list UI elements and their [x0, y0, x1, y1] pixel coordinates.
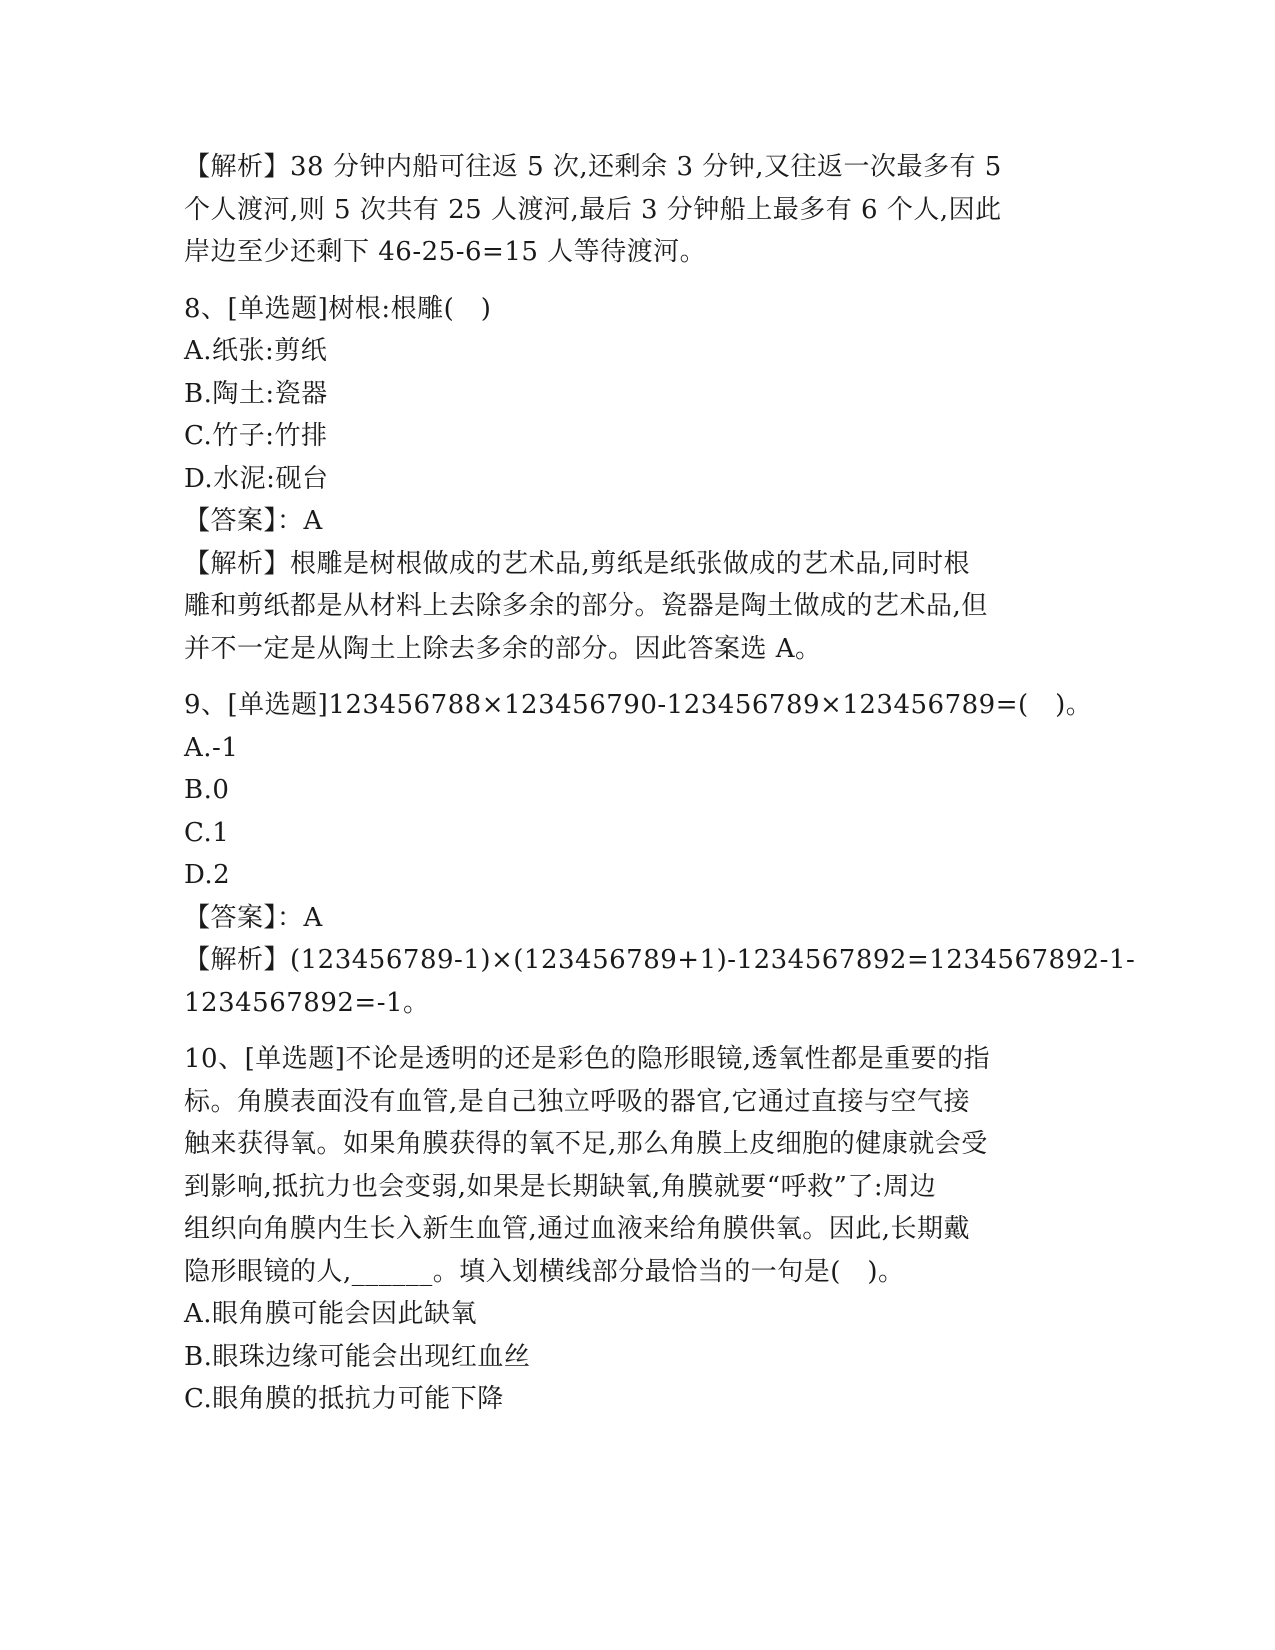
option-d: D.水泥:砚台: [184, 463, 329, 494]
option-c: C.眼角膜的抵抗力可能下降: [184, 1384, 504, 1414]
option-d: D.2: [184, 860, 231, 890]
question-8: [184, 288, 1084, 671]
question-stem-line: 标。角膜表面没有血管,是自己独立呼吸的器官,它通过直接与空气接: [184, 1086, 971, 1117]
question-10: [184, 1038, 1084, 1421]
answer-line: 【答案】：A: [184, 902, 323, 933]
question-9: [184, 684, 1136, 1024]
analysis-line: 并不一定是从陶土上除去多余的部分。因此答案选 A。: [184, 633, 822, 664]
option-a: A.纸张:剪纸: [184, 336, 328, 366]
answer-line: 【答案】：A: [184, 506, 323, 536]
page-content: [184, 146, 1136, 1421]
analysis-line: 【解析】38 分钟内船可往返 5 次,还剩余 3 分钟,又往返一次最多有 5: [184, 152, 1002, 182]
analysis-line: 【解析】(123456789-1)×(123456789+1)-1234567892=1234567892-1-: [184, 945, 1136, 975]
analysis-line: 【解析】根雕是树根做成的艺术品,剪纸是纸张做成的艺术品,同时根: [184, 548, 971, 579]
option-c: C.1: [184, 817, 230, 848]
question-stem-line: 组织向角膜内生长入新生血管,通过血液来给角膜供氧。因此,长期戴: [184, 1214, 971, 1244]
question-stem-line: 触来获得氧。如果角膜获得的氧不足,那么角膜上皮细胞的健康就会受: [184, 1129, 988, 1159]
option-b: B.0: [184, 775, 230, 805]
option-a: A.眼角膜可能会因此缺氧: [184, 1299, 478, 1329]
option-b: B.眼珠边缘可能会出现红血丝: [184, 1341, 531, 1372]
analysis-line: 个人渡河,则 5 次共有 25 人渡河,最后 3 分钟船上最多有 6 个人,因此: [184, 194, 1002, 225]
option-c: C.竹子:竹排: [184, 421, 328, 451]
option-a: A.-1: [184, 732, 239, 763]
analysis-line: 雕和剪纸都是从材料上去除多余的部分。瓷器是陶土做成的艺术品,但: [184, 591, 988, 621]
question-7-analysis: [184, 146, 1084, 274]
question-stem-line: 10、[单选题]不论是透明的还是彩色的隐形眼镜,透氧性都是重要的指: [184, 1044, 991, 1074]
question-stem: 8、[单选题]树根:根雕( ): [184, 293, 492, 324]
question-stem: 9、[单选题]123456788×123456790-123456789×123456789=( )。: [184, 690, 1093, 720]
question-stem-line: 到影响,抵抗力也会变弱,如果是长期缺氧,角膜就要“呼救”了:周边: [184, 1171, 937, 1202]
analysis-line: 1234567892=-1。: [184, 987, 430, 1018]
analysis-line: 岸边至少还剩下 46-25-6=15 人等待渡河。: [184, 237, 707, 267]
option-b: B.陶土:瓷器: [184, 378, 328, 409]
question-stem-line: 隐形眼镜的人,______。填入划横线部分最恰当的一句是( )。: [184, 1256, 905, 1287]
